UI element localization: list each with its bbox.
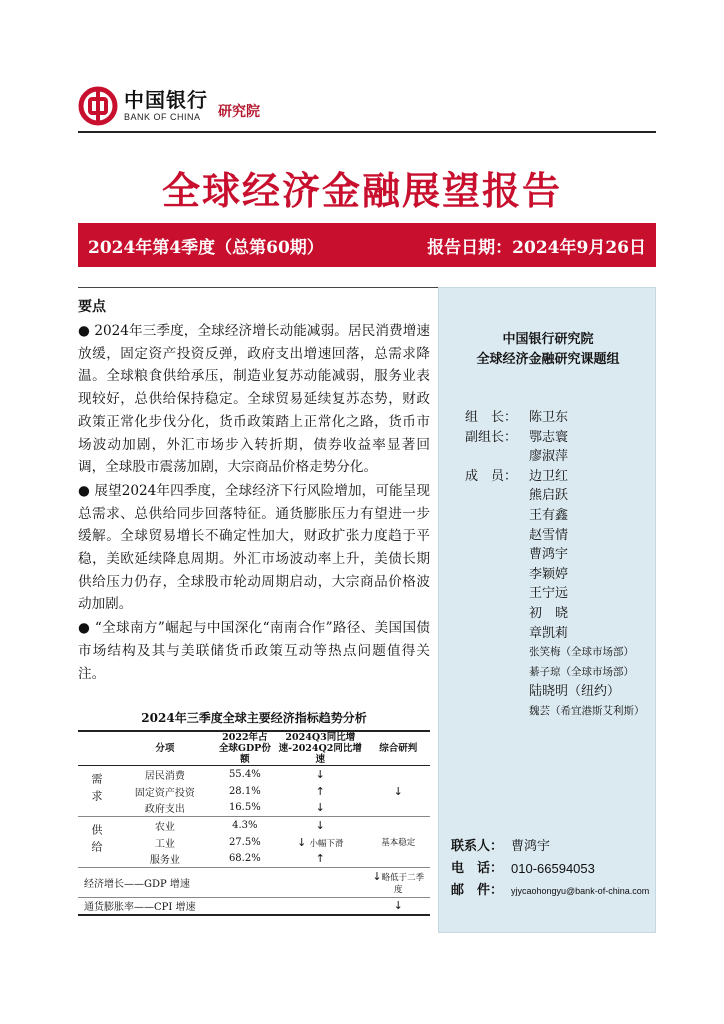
table-row (78, 817, 430, 834)
row-share: 4.3% (216, 817, 274, 834)
phone-label: 电 话： (451, 861, 504, 876)
report-title: 全球经济金融展望报告 (161, 168, 562, 213)
research-team-panel (438, 287, 656, 933)
key-point-2: ● 展望2024年四季度，全球经济下行风险增加，可能呈现总需求、总供给同步回落特征。通货膨胀压力有望进一步缓解。全球贸易增长不确定性加大，财政扩张力度趋于平稳，美欧延续降息周期。外汇市场波动率上升，美债长期供给压力仍存，全球股市轮动周期启动，大宗商品价格波动加剧。 (78, 482, 430, 613)
bank-name-cn: 中国银行 (124, 88, 208, 112)
table-row (78, 868, 430, 898)
indicator-table (78, 730, 430, 916)
list-item: 初 晓 (529, 605, 569, 621)
list-item: 张笑梅（全球市场部） (529, 646, 634, 659)
row-item: 农业 (114, 817, 216, 834)
row-share: 28.1% (228, 785, 261, 797)
table-row (78, 766, 430, 783)
change-note: 小幅下滑 (309, 838, 344, 849)
header-overall: 综合研判 (367, 731, 430, 766)
list-item: 王有鑫 (529, 507, 569, 523)
row-item: 固定资产投资 (134, 787, 195, 799)
contact-block (451, 836, 649, 902)
row-share: 55.4% (228, 768, 261, 780)
contact-name: 曹鸿宇 (511, 839, 551, 854)
key-points (78, 320, 430, 686)
gdp-overall-note: 略低于二季度 (381, 873, 425, 895)
up-arrow-icon: ↑ (315, 852, 325, 866)
key-point-1: ● 2024年三季度，全球经济增长动能减弱。居民消费增速放缓，固定资产投资反弹，政府支出增速回落，总需求降温。全球粮食供给承压，制造业复苏动能减弱，服务业表现较好，总供给保持稳定。全球贸易延续复苏态势，财政政策正常化步伐分化，货币政策踏上正常化之路，货币市场波动加剧，外汇市场步入转折期，债券收益率显著回调，全球股市震荡加剧，大宗商品价格走势分化。 (78, 323, 430, 476)
list-item: 曹鸿宇 (529, 547, 569, 563)
list-item: 组 长： 陈卫东 (465, 410, 569, 425)
header-rule (78, 131, 656, 133)
list-item: 魏芸（希宜港斯艾利斯） (529, 704, 645, 717)
supply-label: 供给 (90, 823, 103, 858)
gdp-row-label: 经济增长——GDP 增速 (78, 868, 367, 898)
issue-number: 2024年第4季度（总第60期） (88, 237, 324, 258)
list-item: 李颖婷 (529, 566, 569, 582)
list-item: 赵雪情 (529, 527, 569, 543)
email-address[interactable]: yjycaohongyu@bank-of-china.com (511, 886, 650, 896)
down-arrow-icon: ↓ (315, 801, 325, 815)
institute-label: 研究院 (218, 104, 260, 120)
down-arrow-icon: ↓ (297, 835, 307, 849)
supply-overall: 基本稳定 (367, 817, 430, 868)
list-item: 成 员： 边卫红 (465, 468, 569, 484)
logo-block (78, 86, 260, 126)
email-label: 邮 件： (451, 883, 504, 898)
bank-logo-icon (78, 86, 118, 126)
demand-label: 需求 (90, 772, 103, 807)
cpi-row-label: 通货膨胀率——CPI 增速 (78, 898, 367, 915)
down-arrow-icon: ↓ (372, 870, 382, 883)
panel-title (439, 330, 657, 370)
key-point-3: ● “全球南方”崛起与中国深化“南南合作”路径、美国国债市场结构及其与美联储货币政策互动等热点问题值得关注。 (78, 620, 430, 682)
report-date: 报告日期：2024年9月26日 (427, 237, 646, 258)
group-name: 全球经济金融研究课题组 (476, 352, 620, 367)
bank-name-en: BANK OF CHINA (124, 112, 201, 122)
list-item: 陆晓明（纽约） (529, 684, 621, 700)
row-item: 政府支出 (144, 804, 185, 816)
table-row (78, 898, 430, 915)
down-arrow-icon: ↓ (274, 817, 367, 834)
up-arrow-icon: ↑ (315, 784, 325, 798)
row-item: 工业 (154, 838, 175, 850)
demand-overall-arrow-icon: ↓ (393, 784, 403, 798)
table-title: 2024年三季度全球主要经济指标趋势分析 (141, 711, 367, 725)
contact-label: 联系人： (451, 839, 504, 854)
row-item: 服务业 (149, 855, 180, 867)
row-share: 27.5% (228, 836, 261, 848)
list-item: 王宁远 (529, 586, 569, 602)
key-points-heading: 要点 (78, 299, 106, 315)
list-item: 綦子琼（全球市场部） (529, 665, 634, 678)
down-arrow-icon: ↓ (315, 767, 325, 781)
issue-band (78, 223, 656, 267)
row-change (274, 834, 367, 851)
down-arrow-icon: ↓ (367, 898, 430, 915)
team-roster (465, 408, 645, 722)
list-item: 熊启跃 (529, 488, 569, 504)
header-share: 2022年占全球GDP份额 (216, 731, 274, 766)
list-item: 廖淑萍 (529, 449, 569, 465)
header-change: 2024Q3同比增速-2024Q2同比增速 (274, 731, 367, 766)
row-share: 68.2% (228, 853, 261, 865)
header-item: 分项 (114, 731, 216, 766)
list-item: 章凯莉 (529, 625, 569, 641)
org-name: 中国银行研究院 (502, 332, 594, 347)
gdp-overall (367, 868, 430, 898)
row-share: 16.5% (228, 802, 261, 814)
row-item: 居民消费 (144, 770, 185, 782)
phone-number: 010-66594053 (511, 861, 595, 876)
list-item: 副组长： 鄂志寰 (465, 429, 569, 445)
